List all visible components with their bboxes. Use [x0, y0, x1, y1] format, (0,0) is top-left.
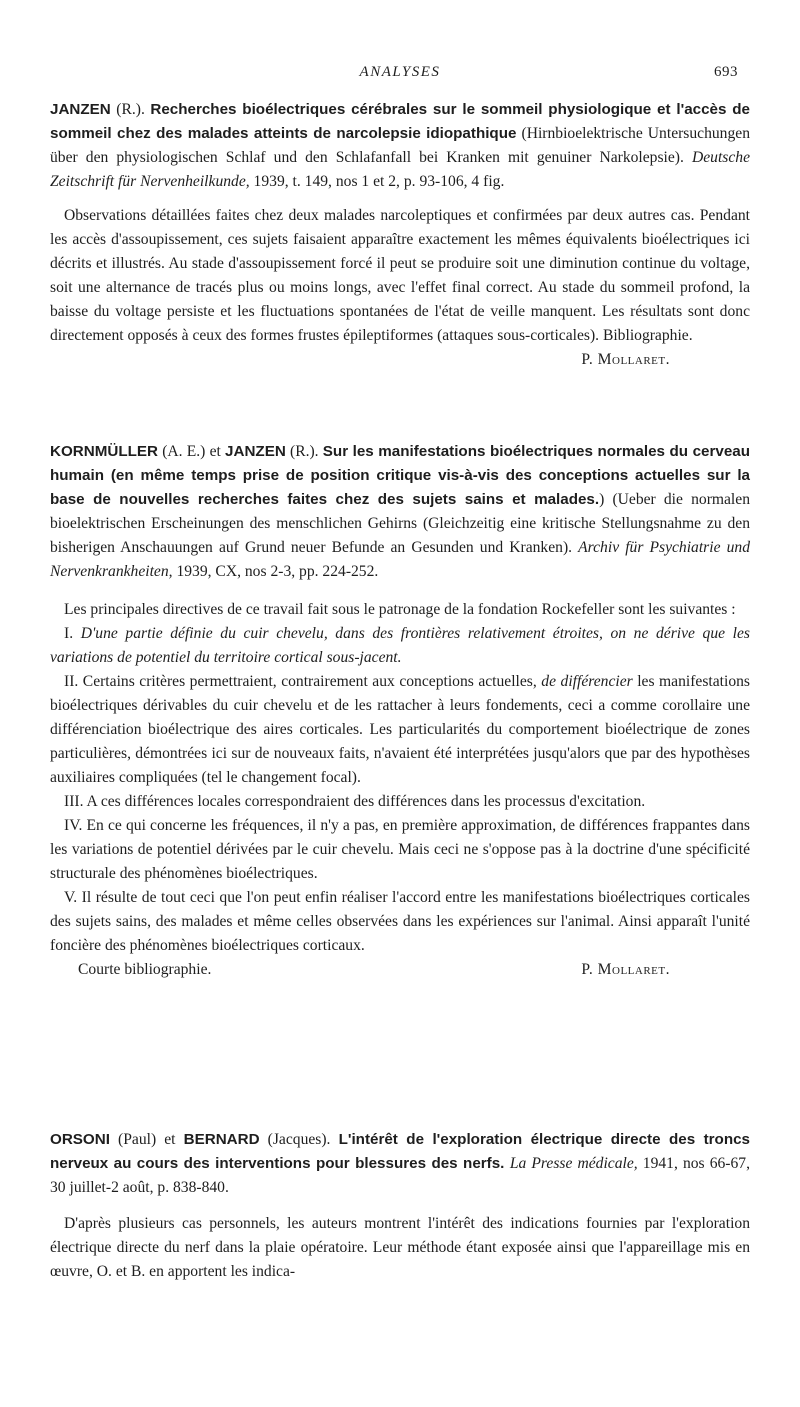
author-name: JANZEN [50, 101, 111, 118]
citation: 1939, CX, nos 2-3, pp. 224-252. [172, 563, 379, 580]
abstract-intro: Les principales directives de ce travail fait sous le patronage de la fondation Rockefeller sont les suivantes : [64, 601, 736, 618]
review-entry-kornmuller [50, 440, 750, 982]
point-text: Il résulte de tout ceci que l'on peut enfin réaliser l'accord entre les manifestations bioélectriques corticales des sujets sains, des malades et même celles observées dans les expériences sur l'animal. Ainsi apparaît l'unité foncière des phénomènes bioélectriques corticaux. [50, 889, 750, 954]
entry-heading [50, 1128, 750, 1200]
point-text: A ces différences locales correspondraient des différences dans les processus d'excitation. [86, 793, 646, 810]
point-item [50, 814, 750, 886]
entry-heading [50, 98, 750, 194]
author-initials: (A. E.) et [158, 443, 226, 460]
article-title: Sur les manifestations bioélectriques normales du cerveau humain (en même temps prise de position critique vis-à-vis des conceptions actuelles sur la base de nouvelles recherches faites chez des sujets sains et malades. [50, 443, 750, 508]
page-number: 693 [714, 64, 738, 80]
review-entry-janzen [50, 98, 750, 372]
bibliography-note: Courte bibliographie. [78, 961, 212, 978]
abstract-body: D'après plusieurs cas personnels, les auteurs montrent l'intérêt des indications fournies par l'exploration électrique directe du nerf dans la plaie opératoire. Leur méthode étant exposée ainsi que l'appareillage mis en œuvre, O. et B. en apportent les indica- [50, 1215, 750, 1280]
reviewer-signature: P. Mollaret. [581, 351, 670, 368]
journal-name: La Presse médicale, [509, 1155, 638, 1172]
entry-heading [50, 440, 750, 584]
german-title: ) (Ueber die normalen bioelektrischen Erscheinungen des menschlichen Gehirns (Gleichzeitig eine kritische Stellungsnahme zu den bisherigen Anschauungen auf Grund neuer Befunde an Gesunden und Kranken). [50, 491, 750, 556]
point-italic: de différencier [541, 673, 633, 690]
author-name: BERNARD [183, 1131, 260, 1148]
author-name: KORNMÜLLER [50, 443, 158, 460]
author-initials: (R.). [285, 443, 323, 460]
german-title: (Hirnbioelektrische Untersuchungen über den physiologischen Schlaf und den Schlafanfall bei Kranken mit genuiner Narkolepsie). [50, 125, 750, 166]
point-item [50, 670, 750, 790]
author-initials: (Jacques). [259, 1131, 339, 1148]
point-italic: D'une partie définie du cuir chevelu, dans des frontières relativement étroites, on ne dérive que les variations de potentiel du territoire cortical sous-jacent. [50, 625, 750, 666]
point-item [50, 622, 750, 670]
running-title: ANALYSES [359, 64, 441, 80]
article-title: Recherches bioélectriques cérébrales sur le sommeil physiologique et l'accès de sommeil chez des malades atteints de narcolepsie idiopathique [50, 101, 750, 142]
citation: 1941, nos 66-67, 30 juillet-2 août, p. 838-840. [50, 1155, 750, 1196]
point-item [50, 886, 750, 958]
abstract-body: Observations détaillées faites chez deux malades narcoleptiques et confirmées par deux autres cas. Pendant les accès d'assoupissement, ces sujets faisaient apparaître exactement les mêmes équivalents bioélectriques ici décrits et illustrés. Au stade d'assoupissement forcé il peut se produire soit une diminution continue du voltage, soit une alternance de tracés plus ou moins longs, avec l'effet final correct. Au stade du sommeil profond, la baisse du voltage persiste et les fluctuations spontanées de l'état de veille manquent. Les résultats sont donc directement opposés à ceux des formes frustes épileptiformes (attaques sous-corticales). Bibliographie. [50, 207, 750, 344]
author-name: JANZEN [225, 443, 286, 460]
point-item [50, 790, 750, 814]
signature-line [50, 348, 750, 372]
point-text: En ce qui concerne les fréquences, il n'y a pas, en première approximation, de différences frappantes dans les variations de potentiel dérivées par le cuir chevelu. Mais ceci ne s'oppose pas à la doctrine d'une spécificité structurale des phénomènes bioélectriques. [50, 817, 750, 882]
signature-line [50, 958, 750, 982]
citation: 1939, t. 149, nos 1 et 2, p. 93-106, 4 fig. [249, 173, 505, 190]
point-number: II. [64, 673, 83, 690]
journal-name: Deutsche Zeitschrift für Nervenheilkunde, [50, 149, 750, 190]
review-entry-orsoni [50, 1128, 750, 1284]
point-number: I. [64, 625, 81, 642]
point-number: V. [64, 889, 82, 906]
running-head [0, 62, 800, 86]
point-text: Certains critères permettraient, contrairement aux conceptions actuelles, [82, 673, 542, 690]
journal-name: Archiv für Psychiatrie und Nervenkrankheiten, [50, 539, 750, 580]
point-number: IV. [64, 817, 87, 834]
author-name: ORSONI [50, 1131, 110, 1148]
author-initials: (Paul) et [109, 1131, 184, 1148]
reviewer-signature: P. Mollaret. [581, 961, 670, 978]
article-title: L'intérêt de l'exploration électrique directe des troncs nerveux au cours des interventions pour blessures des nerfs. [50, 1131, 751, 1172]
author-initials: (R.). [110, 101, 151, 118]
point-number: III. [64, 793, 87, 810]
point-text: les manifestations bioélectriques dérivables du cuir chevelu et de les rattacher à leurs fondements, ceci a comme corollaire une différenciation bioélectrique des aires corticales. Les particularités du comportement bioélectrique de zones particulières, démontrées ici sur de nouveaux faits, n'avaient été interprétées jusqu'alors que par des hypothèses auxiliaires compliquées (tel le changement focal). [50, 673, 750, 786]
